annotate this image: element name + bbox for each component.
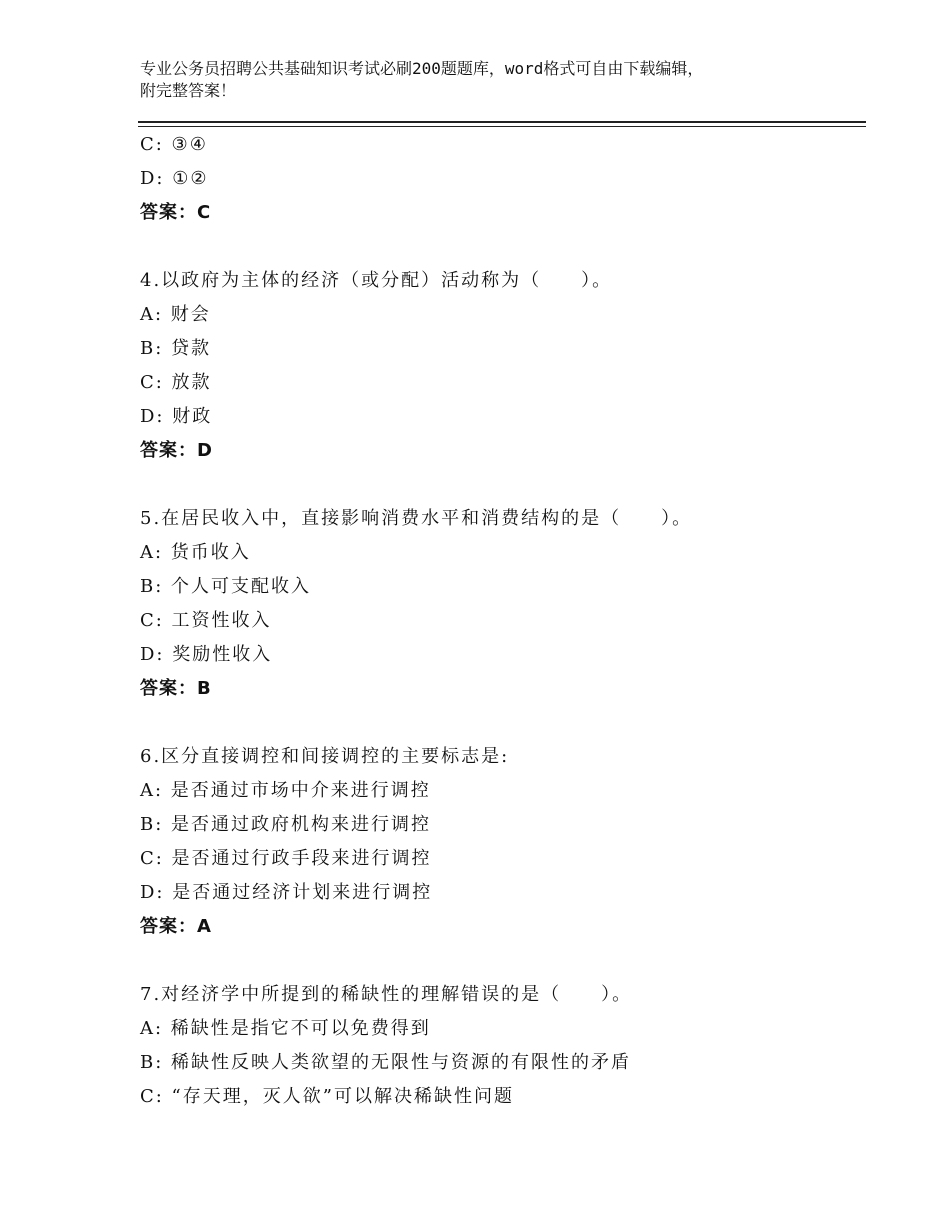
option-a: A: 财会 [140, 304, 211, 325]
option-c: C: ③④ [140, 134, 208, 155]
page-header [140, 58, 840, 102]
option-a: A: 是否通过市场中介来进行调控 [140, 780, 431, 801]
option-c: C: “存天理，灭人欲”可以解决稀缺性问题 [140, 1086, 514, 1107]
option-c: C: 是否通过行政手段来进行调控 [140, 848, 432, 869]
question-text: 7.对经济学中所提到的稀缺性的理解错误的是（ ）。 [140, 984, 633, 1005]
header-rule-thick [138, 121, 866, 123]
question-5 [140, 502, 860, 706]
option-a: A: 稀缺性是指它不可以免费得到 [140, 1018, 431, 1039]
question-list [140, 128, 860, 1114]
question-3-tail [140, 128, 860, 230]
option-b: B: 是否通过政府机构来进行调控 [140, 814, 432, 835]
option-c: C: 工资性收入 [140, 610, 272, 631]
header-line-1: 专业公务员招聘公共基础知识考试必刷200题题库，word格式可自由下载编辑， [140, 59, 704, 78]
option-d: D: 是否通过经济计划来进行调控 [140, 882, 433, 903]
question-6 [140, 740, 860, 944]
option-a: A: 货币收入 [140, 542, 251, 563]
question-text: 5.在居民收入中，直接影响消费水平和消费结构的是（ ）。 [140, 508, 693, 529]
option-d: D: 财政 [140, 406, 213, 427]
answer: 答案：A [140, 916, 212, 937]
question-text: 4.以政府为主体的经济（或分配）活动称为（ ）。 [140, 270, 613, 291]
option-b: B: 个人可支配收入 [140, 576, 312, 597]
header-line-2: 附完整答案！ [140, 81, 237, 100]
header-rule-thin [138, 126, 866, 127]
question-text: 6.区分直接调控和间接调控的主要标志是: [140, 746, 510, 767]
answer: 答案：B [140, 678, 212, 699]
question-7 [140, 978, 860, 1114]
question-4 [140, 264, 860, 468]
option-b: B: 稀缺性反映人类欲望的无限性与资源的有限性的矛盾 [140, 1052, 632, 1073]
option-d: D: 奖励性收入 [140, 644, 273, 665]
answer: 答案：C [140, 202, 212, 223]
option-d: D: ①② [140, 168, 209, 189]
answer: 答案：D [140, 440, 213, 461]
option-b: B: 贷款 [140, 338, 212, 359]
option-c: C: 放款 [140, 372, 212, 393]
